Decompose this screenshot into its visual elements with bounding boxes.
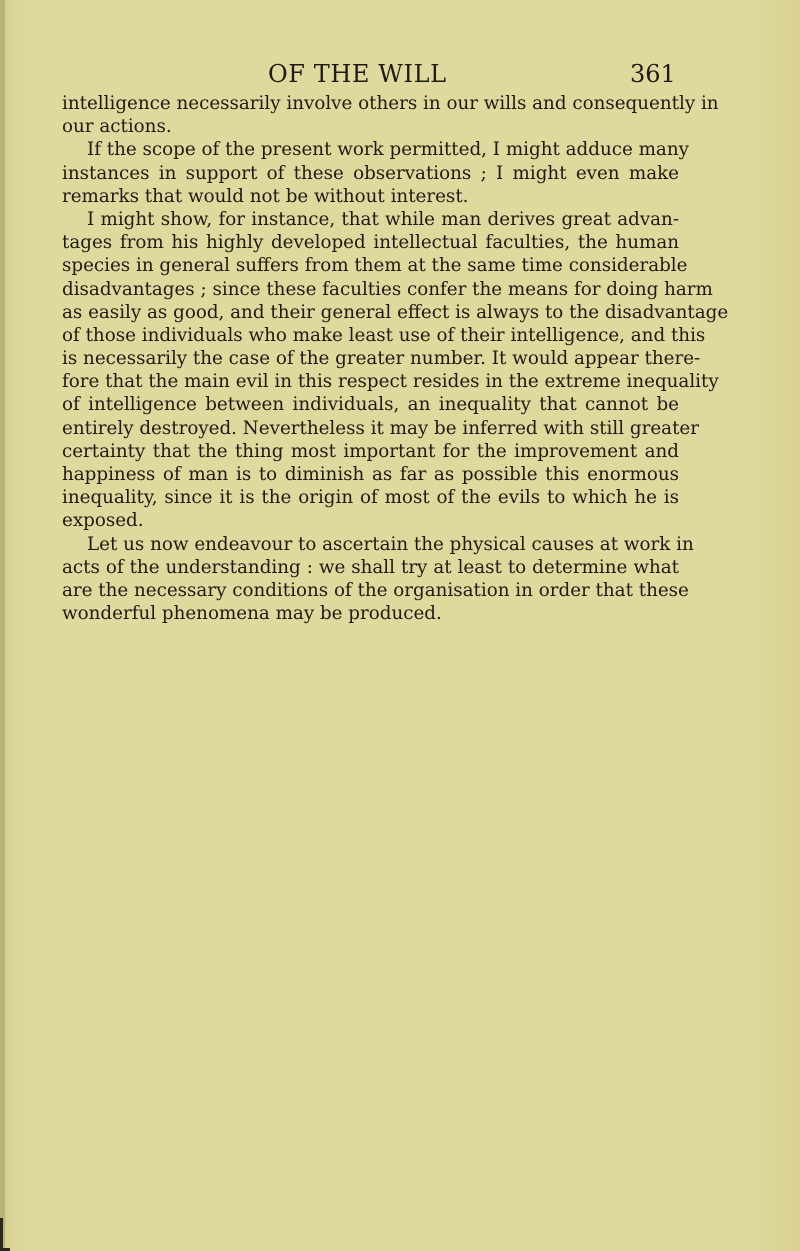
text-line: happiness of man is to diminish as far as possible this enormous bbox=[62, 464, 679, 485]
text-line: If the scope of the present work permitted, I might adduce many bbox=[87, 139, 689, 161]
binding-corner-mark bbox=[0, 1218, 10, 1251]
running-title: OF THE WILL bbox=[268, 60, 447, 88]
body-text bbox=[62, 92, 729, 625]
text-line: fore that the main evil in this respect resides in the extreme inequality bbox=[62, 371, 719, 393]
text-line: tages from his highly developed intellectual faculties, the human bbox=[62, 232, 679, 254]
text-line: Let us now endeavour to ascertain the physical causes at work in bbox=[87, 533, 694, 555]
text-line: of those individuals who make least use of their intelligence, and this bbox=[62, 324, 706, 346]
text-line: are the necessary conditions of the organisation in order that these bbox=[62, 579, 689, 601]
running-header bbox=[0, 60, 800, 92]
text-line: exposed. bbox=[62, 510, 144, 532]
text-line: intelligence necessarily involve others in our wills and consequently in bbox=[62, 93, 719, 114]
text-line: inequality, since it is the origin of most of the evils to which he is bbox=[62, 487, 679, 509]
text-line: I might show, for instance, that while man derives great advan- bbox=[87, 208, 679, 230]
text-line: as easily as good, and their general effect is always to the disadvantage bbox=[62, 301, 729, 323]
text-line: species in general suffers from them at the same time considerable bbox=[62, 255, 688, 277]
text-line: disadvantages ; since these faculties confer the means for doing harm bbox=[62, 278, 713, 300]
page-left-edge bbox=[0, 0, 5, 1251]
text-line: certainty that the thing most important for the improvement and bbox=[62, 440, 679, 462]
text-line: our actions. bbox=[62, 116, 172, 138]
page-number: 361 bbox=[630, 60, 676, 88]
text-line: wonderful phenomena may be produced. bbox=[62, 603, 442, 625]
text-line: remarks that would not be without interest. bbox=[62, 185, 469, 207]
text-line: of intelligence between individuals, an inequality that cannot be bbox=[62, 394, 679, 416]
text-line: is necessarily the case of the greater number. It would appear there- bbox=[62, 348, 701, 370]
text-line: acts of the understanding : we shall try at least to determine what bbox=[62, 556, 679, 578]
text-line: entirely destroyed. Nevertheless it may be inferred with still greater bbox=[62, 417, 699, 439]
text-line: instances in support of these observations ; I might even make bbox=[62, 162, 679, 184]
